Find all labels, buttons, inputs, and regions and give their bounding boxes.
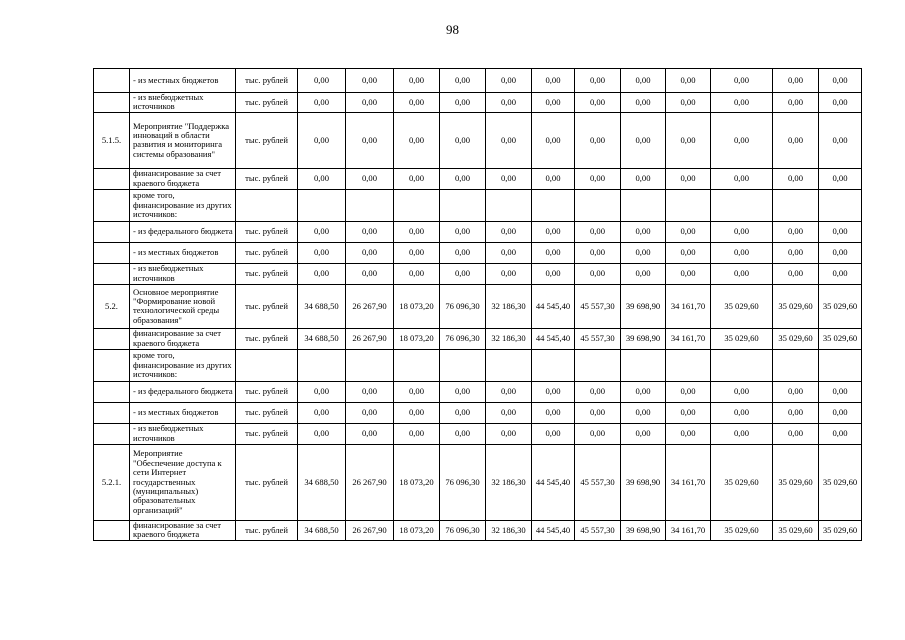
- value-cell: [666, 349, 711, 381]
- value-cell: 35 029,60: [711, 328, 773, 349]
- value-cell: 34 161,70: [666, 328, 711, 349]
- value-cell: 0,00: [298, 221, 346, 242]
- row-code-cell: [94, 328, 130, 349]
- value-cell: 0,00: [486, 221, 532, 242]
- value-cell: 0,00: [575, 112, 621, 168]
- value-cell: 0,00: [346, 221, 394, 242]
- row-code-cell: [94, 69, 130, 93]
- value-cell: [440, 349, 486, 381]
- value-cell: 0,00: [486, 242, 532, 263]
- value-cell: 0,00: [440, 69, 486, 93]
- value-cell: 0,00: [711, 242, 773, 263]
- value-cell: 0,00: [486, 402, 532, 423]
- value-cell: 0,00: [819, 93, 862, 113]
- value-cell: 34 688,50: [298, 328, 346, 349]
- value-cell: 0,00: [666, 402, 711, 423]
- value-cell: 0,00: [819, 69, 862, 93]
- value-cell: 0,00: [666, 263, 711, 284]
- value-cell: [298, 349, 346, 381]
- value-cell: 0,00: [486, 263, 532, 284]
- row-code-cell: 5.1.5.: [94, 112, 130, 168]
- value-cell: 0,00: [621, 168, 666, 189]
- value-cell: 0,00: [394, 93, 440, 113]
- table-row: [94, 168, 862, 189]
- value-cell: [346, 349, 394, 381]
- row-unit-cell: тыс. рублей: [236, 93, 298, 113]
- value-cell: 0,00: [346, 242, 394, 263]
- row-unit-cell: тыс. рублей: [236, 112, 298, 168]
- row-name-cell: - из федерального бюджета: [130, 381, 236, 402]
- value-cell: 0,00: [346, 69, 394, 93]
- value-cell: 0,00: [394, 381, 440, 402]
- value-cell: 0,00: [575, 242, 621, 263]
- value-cell: 35 029,60: [773, 444, 819, 520]
- value-cell: 0,00: [819, 112, 862, 168]
- value-cell: 0,00: [532, 402, 575, 423]
- value-cell: 0,00: [298, 93, 346, 113]
- value-cell: 26 267,90: [346, 284, 394, 328]
- value-cell: 34 688,50: [298, 284, 346, 328]
- value-cell: 0,00: [575, 168, 621, 189]
- value-cell: 76 096,30: [440, 328, 486, 349]
- table-row: [94, 423, 862, 444]
- value-cell: 0,00: [532, 168, 575, 189]
- value-cell: 32 186,30: [486, 284, 532, 328]
- value-cell: 34 688,50: [298, 444, 346, 520]
- value-cell: 0,00: [346, 423, 394, 444]
- table-row: [94, 263, 862, 284]
- value-cell: 0,00: [394, 221, 440, 242]
- value-cell: 32 186,30: [486, 444, 532, 520]
- value-cell: [621, 349, 666, 381]
- row-name-cell: - из внебюджетных источников: [130, 423, 236, 444]
- value-cell: 0,00: [346, 168, 394, 189]
- row-unit-cell: тыс. рублей: [236, 444, 298, 520]
- value-cell: [575, 189, 621, 221]
- value-cell: 0,00: [440, 242, 486, 263]
- row-name-cell: - из федерального бюджета: [130, 221, 236, 242]
- value-cell: 0,00: [711, 93, 773, 113]
- value-cell: 0,00: [486, 423, 532, 444]
- value-cell: 18 073,20: [394, 444, 440, 520]
- table-row: [94, 69, 862, 93]
- row-code-cell: [94, 520, 130, 540]
- value-cell: 0,00: [298, 402, 346, 423]
- value-cell: [575, 349, 621, 381]
- row-name-cell: - из местных бюджетов: [130, 69, 236, 93]
- value-cell: 34 688,50: [298, 520, 346, 540]
- value-cell: 39 698,90: [621, 520, 666, 540]
- row-name-cell: - из местных бюджетов: [130, 402, 236, 423]
- value-cell: 26 267,90: [346, 328, 394, 349]
- table-row: [94, 112, 862, 168]
- value-cell: [346, 189, 394, 221]
- value-cell: 44 545,40: [532, 328, 575, 349]
- value-cell: 76 096,30: [440, 520, 486, 540]
- value-cell: 0,00: [486, 168, 532, 189]
- value-cell: 35 029,60: [711, 284, 773, 328]
- value-cell: 0,00: [532, 112, 575, 168]
- value-cell: [532, 189, 575, 221]
- value-cell: 0,00: [711, 263, 773, 284]
- row-unit-cell: тыс. рублей: [236, 284, 298, 328]
- value-cell: 0,00: [819, 221, 862, 242]
- row-name-cell: Мероприятие "Обеспечение доступа к сети Интернет государственных (муниципальных) образовательных организаций": [130, 444, 236, 520]
- value-cell: 18 073,20: [394, 284, 440, 328]
- value-cell: 35 029,60: [819, 284, 862, 328]
- value-cell: 0,00: [298, 423, 346, 444]
- row-name-cell: кроме того, финансирование из других источников:: [130, 189, 236, 221]
- value-cell: 0,00: [298, 69, 346, 93]
- value-cell: 0,00: [440, 168, 486, 189]
- value-cell: [773, 189, 819, 221]
- row-unit-cell: тыс. рублей: [236, 381, 298, 402]
- value-cell: [394, 189, 440, 221]
- value-cell: 45 557,30: [575, 328, 621, 349]
- table-row: [94, 189, 862, 221]
- value-cell: 0,00: [819, 423, 862, 444]
- value-cell: 0,00: [298, 242, 346, 263]
- value-cell: 0,00: [666, 69, 711, 93]
- value-cell: 32 186,30: [486, 520, 532, 540]
- table-row: [94, 93, 862, 113]
- value-cell: 35 029,60: [711, 444, 773, 520]
- table-row: [94, 221, 862, 242]
- value-cell: 45 557,30: [575, 444, 621, 520]
- value-cell: [666, 189, 711, 221]
- value-cell: 44 545,40: [532, 284, 575, 328]
- value-cell: 0,00: [394, 69, 440, 93]
- value-cell: [486, 349, 532, 381]
- value-cell: 0,00: [394, 423, 440, 444]
- value-cell: 45 557,30: [575, 520, 621, 540]
- value-cell: 0,00: [773, 112, 819, 168]
- value-cell: 0,00: [298, 112, 346, 168]
- value-cell: 34 161,70: [666, 284, 711, 328]
- value-cell: 39 698,90: [621, 284, 666, 328]
- table-body: [94, 69, 862, 541]
- row-name-cell: Мероприятие "Поддержка инноваций в области развития и мониторинга системы образования": [130, 112, 236, 168]
- row-unit-cell: тыс. рублей: [236, 69, 298, 93]
- value-cell: 0,00: [711, 112, 773, 168]
- value-cell: 35 029,60: [773, 284, 819, 328]
- value-cell: 39 698,90: [621, 444, 666, 520]
- value-cell: 0,00: [394, 242, 440, 263]
- row-code-cell: 5.2.: [94, 284, 130, 328]
- value-cell: [773, 349, 819, 381]
- value-cell: [819, 349, 862, 381]
- row-code-cell: [94, 263, 130, 284]
- value-cell: 0,00: [773, 221, 819, 242]
- value-cell: 0,00: [532, 69, 575, 93]
- row-unit-cell: [236, 349, 298, 381]
- value-cell: [621, 189, 666, 221]
- value-cell: 32 186,30: [486, 328, 532, 349]
- value-cell: 0,00: [532, 93, 575, 113]
- value-cell: 0,00: [666, 381, 711, 402]
- value-cell: 45 557,30: [575, 284, 621, 328]
- value-cell: 0,00: [575, 93, 621, 113]
- value-cell: [711, 189, 773, 221]
- value-cell: 0,00: [621, 69, 666, 93]
- value-cell: 35 029,60: [819, 520, 862, 540]
- row-code-cell: [94, 349, 130, 381]
- value-cell: 0,00: [711, 69, 773, 93]
- row-unit-cell: тыс. рублей: [236, 402, 298, 423]
- row-name-cell: - из внебюджетных источников: [130, 93, 236, 113]
- value-cell: 0,00: [532, 381, 575, 402]
- value-cell: 0,00: [773, 168, 819, 189]
- value-cell: 0,00: [346, 381, 394, 402]
- value-cell: 0,00: [394, 402, 440, 423]
- value-cell: 0,00: [575, 221, 621, 242]
- value-cell: 44 545,40: [532, 520, 575, 540]
- value-cell: 35 029,60: [773, 328, 819, 349]
- value-cell: 0,00: [621, 112, 666, 168]
- value-cell: 26 267,90: [346, 444, 394, 520]
- table-row: [94, 381, 862, 402]
- value-cell: 0,00: [440, 402, 486, 423]
- value-cell: 0,00: [819, 381, 862, 402]
- value-cell: 0,00: [666, 168, 711, 189]
- value-cell: 0,00: [819, 402, 862, 423]
- value-cell: 0,00: [711, 221, 773, 242]
- value-cell: [711, 349, 773, 381]
- value-cell: 0,00: [621, 263, 666, 284]
- value-cell: 0,00: [440, 221, 486, 242]
- row-code-cell: [94, 242, 130, 263]
- row-code-cell: [94, 221, 130, 242]
- value-cell: 0,00: [621, 221, 666, 242]
- row-name-cell: финансирование за счет краевого бюджета: [130, 328, 236, 349]
- value-cell: 0,00: [486, 69, 532, 93]
- value-cell: 0,00: [575, 423, 621, 444]
- row-unit-cell: тыс. рублей: [236, 221, 298, 242]
- value-cell: [394, 349, 440, 381]
- value-cell: 0,00: [711, 402, 773, 423]
- row-unit-cell: тыс. рублей: [236, 168, 298, 189]
- value-cell: 0,00: [575, 381, 621, 402]
- row-name-cell: кроме того, финансирование из других источников:: [130, 349, 236, 381]
- value-cell: [819, 189, 862, 221]
- row-unit-cell: тыс. рублей: [236, 263, 298, 284]
- value-cell: 0,00: [346, 93, 394, 113]
- value-cell: 0,00: [394, 112, 440, 168]
- value-cell: 35 029,60: [819, 328, 862, 349]
- value-cell: 0,00: [440, 423, 486, 444]
- table-row: [94, 520, 862, 540]
- value-cell: 0,00: [773, 402, 819, 423]
- value-cell: 76 096,30: [440, 444, 486, 520]
- value-cell: 0,00: [711, 423, 773, 444]
- value-cell: 0,00: [298, 381, 346, 402]
- value-cell: 0,00: [621, 402, 666, 423]
- value-cell: [532, 349, 575, 381]
- value-cell: 0,00: [532, 423, 575, 444]
- value-cell: 0,00: [773, 263, 819, 284]
- value-cell: 0,00: [394, 168, 440, 189]
- value-cell: 0,00: [711, 381, 773, 402]
- value-cell: 0,00: [298, 168, 346, 189]
- row-code-cell: [94, 168, 130, 189]
- row-name-cell: - из местных бюджетов: [130, 242, 236, 263]
- value-cell: 0,00: [440, 381, 486, 402]
- value-cell: 34 161,70: [666, 444, 711, 520]
- value-cell: 0,00: [666, 112, 711, 168]
- value-cell: 35 029,60: [711, 520, 773, 540]
- value-cell: 0,00: [575, 402, 621, 423]
- value-cell: 0,00: [440, 112, 486, 168]
- table-row: [94, 402, 862, 423]
- value-cell: 0,00: [773, 423, 819, 444]
- value-cell: 76 096,30: [440, 284, 486, 328]
- row-code-cell: [94, 93, 130, 113]
- table-row: [94, 349, 862, 381]
- value-cell: 0,00: [773, 242, 819, 263]
- value-cell: 0,00: [346, 402, 394, 423]
- row-name-cell: Основное мероприятие "Формирование новой технологической среды образования": [130, 284, 236, 328]
- row-unit-cell: тыс. рублей: [236, 423, 298, 444]
- row-code-cell: [94, 423, 130, 444]
- value-cell: 0,00: [666, 423, 711, 444]
- row-code-cell: [94, 381, 130, 402]
- row-code-cell: 5.2.1.: [94, 444, 130, 520]
- value-cell: 0,00: [773, 381, 819, 402]
- value-cell: [486, 189, 532, 221]
- value-cell: 0,00: [532, 263, 575, 284]
- value-cell: 0,00: [773, 93, 819, 113]
- table-row: [94, 284, 862, 328]
- value-cell: 39 698,90: [621, 328, 666, 349]
- value-cell: 0,00: [621, 242, 666, 263]
- table-row: [94, 328, 862, 349]
- value-cell: 0,00: [666, 221, 711, 242]
- value-cell: 0,00: [394, 263, 440, 284]
- value-cell: 35 029,60: [773, 520, 819, 540]
- value-cell: [298, 189, 346, 221]
- row-name-cell: финансирование за счет краевого бюджета: [130, 520, 236, 540]
- row-unit-cell: [236, 189, 298, 221]
- value-cell: 0,00: [298, 263, 346, 284]
- value-cell: 0,00: [440, 93, 486, 113]
- value-cell: 0,00: [486, 93, 532, 113]
- value-cell: 0,00: [486, 112, 532, 168]
- value-cell: 0,00: [346, 263, 394, 284]
- value-cell: 44 545,40: [532, 444, 575, 520]
- value-cell: 0,00: [711, 168, 773, 189]
- value-cell: 0,00: [486, 381, 532, 402]
- value-cell: 0,00: [621, 381, 666, 402]
- value-cell: 35 029,60: [819, 444, 862, 520]
- value-cell: 18 073,20: [394, 328, 440, 349]
- value-cell: 18 073,20: [394, 520, 440, 540]
- row-name-cell: - из внебюджетных источников: [130, 263, 236, 284]
- row-code-cell: [94, 402, 130, 423]
- value-cell: 0,00: [440, 263, 486, 284]
- row-unit-cell: тыс. рублей: [236, 242, 298, 263]
- value-cell: 0,00: [346, 112, 394, 168]
- table-row: [94, 242, 862, 263]
- value-cell: 0,00: [819, 168, 862, 189]
- value-cell: 0,00: [621, 423, 666, 444]
- value-cell: 0,00: [773, 69, 819, 93]
- budget-table: [93, 68, 862, 541]
- value-cell: 0,00: [532, 242, 575, 263]
- row-code-cell: [94, 189, 130, 221]
- row-unit-cell: тыс. рублей: [236, 520, 298, 540]
- value-cell: 0,00: [575, 69, 621, 93]
- value-cell: 0,00: [819, 263, 862, 284]
- value-cell: 34 161,70: [666, 520, 711, 540]
- value-cell: 0,00: [621, 93, 666, 113]
- row-name-cell: финансирование за счет краевого бюджета: [130, 168, 236, 189]
- value-cell: 26 267,90: [346, 520, 394, 540]
- value-cell: 0,00: [575, 263, 621, 284]
- page-number: 98: [446, 22, 459, 37]
- table-row: [94, 444, 862, 520]
- value-cell: 0,00: [666, 93, 711, 113]
- value-cell: [440, 189, 486, 221]
- value-cell: 0,00: [532, 221, 575, 242]
- value-cell: 0,00: [819, 242, 862, 263]
- value-cell: 0,00: [666, 242, 711, 263]
- row-unit-cell: тыс. рублей: [236, 328, 298, 349]
